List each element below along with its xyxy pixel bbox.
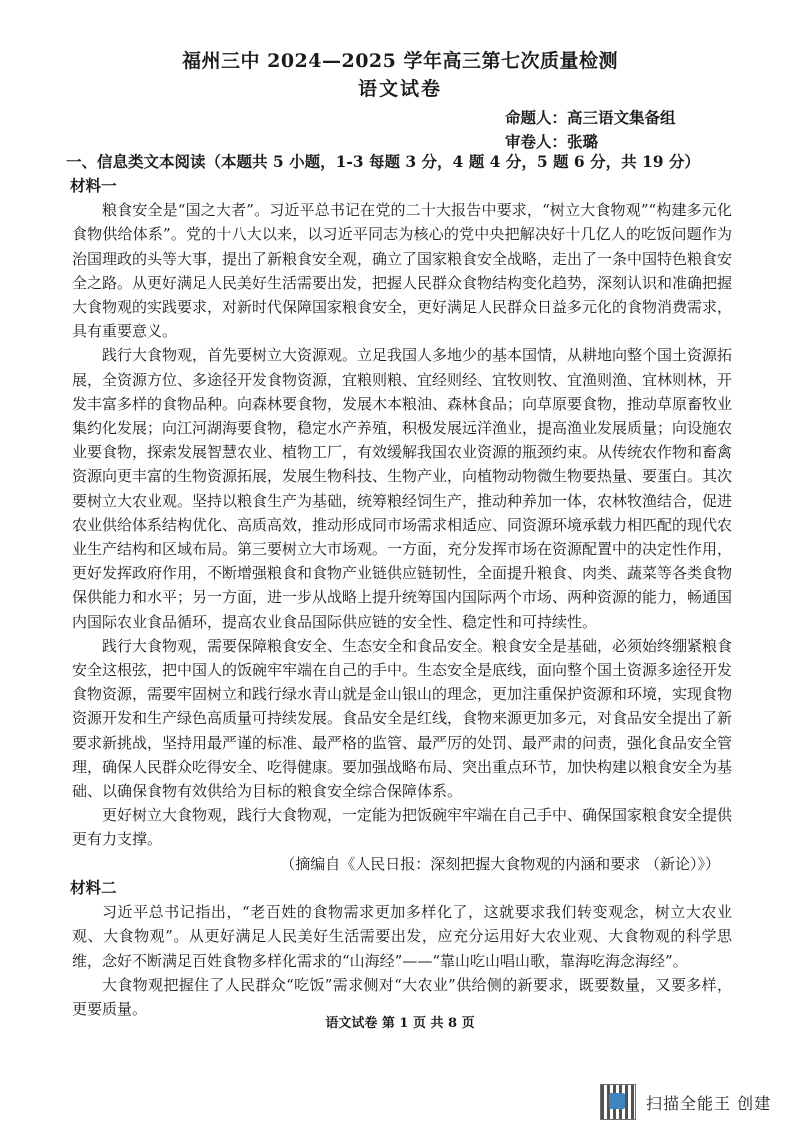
material-1-paragraph: 更好树立大食物观，践行大食物观，一定能为把饭碗牢牢端在自己手中、确保国家粮食安全提供更有力支撑。 [72, 806, 733, 849]
reading-body [72, 174, 732, 1021]
material-1-source: （摘编自《人民日报：深刻把握大食物观的内涵和要求 （新论）》） [280, 854, 720, 873]
material-2-heading: 材料二 [70, 877, 117, 897]
scanner-watermark [600, 1082, 790, 1122]
exam-title: 福州三中 2024—2025 学年高三第七次质量检测 [182, 50, 618, 72]
material-2-paragraph: 大食物观把握住了人民群众“吃饭”需求侧对“大农业”供给侧的新要求，既要数量，又要多样，更要质量。 [72, 975, 732, 1018]
material-1-paragraph: 践行大食物观，首先要树立大资源观。立足我国人多地少的基本国情，从耕地向整个国土资源拓展，全资源方位、多途径开发食物资源，宜粮则粮、宜经则经、宜牧则牧、宜渔则渔、宜林则林，开发丰富多样的食物品种。向森林要食物，发展木本粮油、森林食品；向草原要食物，推动草原畜牧业集约化发展；向江河湖海要食物，稳定水产养殖，积极发展远洋渔业，提高渔业发展质量；向设施农业要食物，探索发展智慧农业、植物工厂，有效缓解我国农业资源的瓶颈约束。从传统农作物和畜禽资源向更丰富的生物资源拓展，发展生物科技、生物产业，向植物动物微生物要热量、要蛋白。其次要树立大农业观。坚持以粮食生产为基础，统筹粮经饲生产，推动种养加一体，农林牧渔结合，促进农业供给体系结构优化、高质高效，推动形成同市场需求相适应、同资源环境承载力相匹配的现代农业生产结构和区域布局。第三要树立大市场观。一方面，充分发挥市场在资源配置中的决定性作用，更好发挥政府作用，不断增强粮食和食物产业链供应链韧性，全面提升粮食、肉类、蔬菜等各类食物保供能力和水平；另一方面，进一步从战略上提升统筹国内国际两个市场、两种资源的能力，畅通国内国际农业食品循环，提高农业食品国际供应链的安全性、稳定性和可持续性。 [72, 346, 733, 631]
material-1-heading: 材料一 [70, 176, 117, 195]
section-heading: 一、信息类文本阅读（本题共 5 小题，1-3 每题 3 分，4 题 4 分，5 题 6 分，共 19 分） [66, 152, 700, 171]
material-2-paragraph: 习近平总书记指出，“老百姓的食物需求更加多样化了，这就要求我们转变观念，树立大农业观、大食物观”。从更好满足人民美好生活需要出发，应充分运用好大农业观、大食物观的科学思维，念好不断满足百姓食物多样化需求的“山海经”——“靠山吃山唱山歌，靠海吃海念海经”。 [72, 903, 732, 970]
material-1-paragraph: 粮食安全是“国之大者”。习近平总书记在党的二十大报告中要求，“树立大食物观”“构建多元化食物供给体系”。党的十八大以来，以习近平同志为核心的党中央把解决好十几亿人的吃饭问题作为治国理政的头等大事，提出了新粮食安全观，确立了国家粮食安全战略，走出了一条中国特色粮食安全之路。从更好满足人民美好生活需要出发，把握人民群众食物结构变化趋势，深刻认识和准确把握大食物观的实践要求，对新时代保障国家粮食安全，更好满足人民群众日益多元化的食物消费需求，具有重要意义。 [72, 201, 733, 341]
author-line: 命题人：高三语文集备组 [505, 108, 676, 127]
page-footer: 语文试卷 第 1 页 共 8 页 [325, 1016, 475, 1031]
scanner-label: 扫描全能王 创建 [646, 1093, 772, 1113]
qr-code-icon [600, 1084, 636, 1120]
material-1-paragraph: 践行大食物观，需要保障粮食安全、生态安全和食品安全。粮食安全是基础，必须始终绷紧粮食安全这根弦，把中国人的饭碗牢牢端在自己的手中。生态安全是底线，面向整个国土资源多途径开发食物资源，需要牢固树立和践行绿水青山就是金山银山的理念，更加注重保护资源和环境，实现食物资源开发和生产绿色高质量可持续发展。食品安全是红线，食物来源更加多元，对食品安全提出了新要求新挑战，坚持用最严谨的标准、最严格的监管、最严厉的处罚、最严肃的问责，强化食品安全管理，确保人民群众吃得安全、吃得健康。要加强战略布局、突出重点环节，加快构建以粮食安全为基础、以确保食物有效供给为目标的粮食安全综合保障体系。 [72, 636, 733, 801]
exam-subtitle: 语文试卷 [357, 78, 442, 100]
reviewer-line: 审卷人：张璐 [505, 132, 599, 151]
